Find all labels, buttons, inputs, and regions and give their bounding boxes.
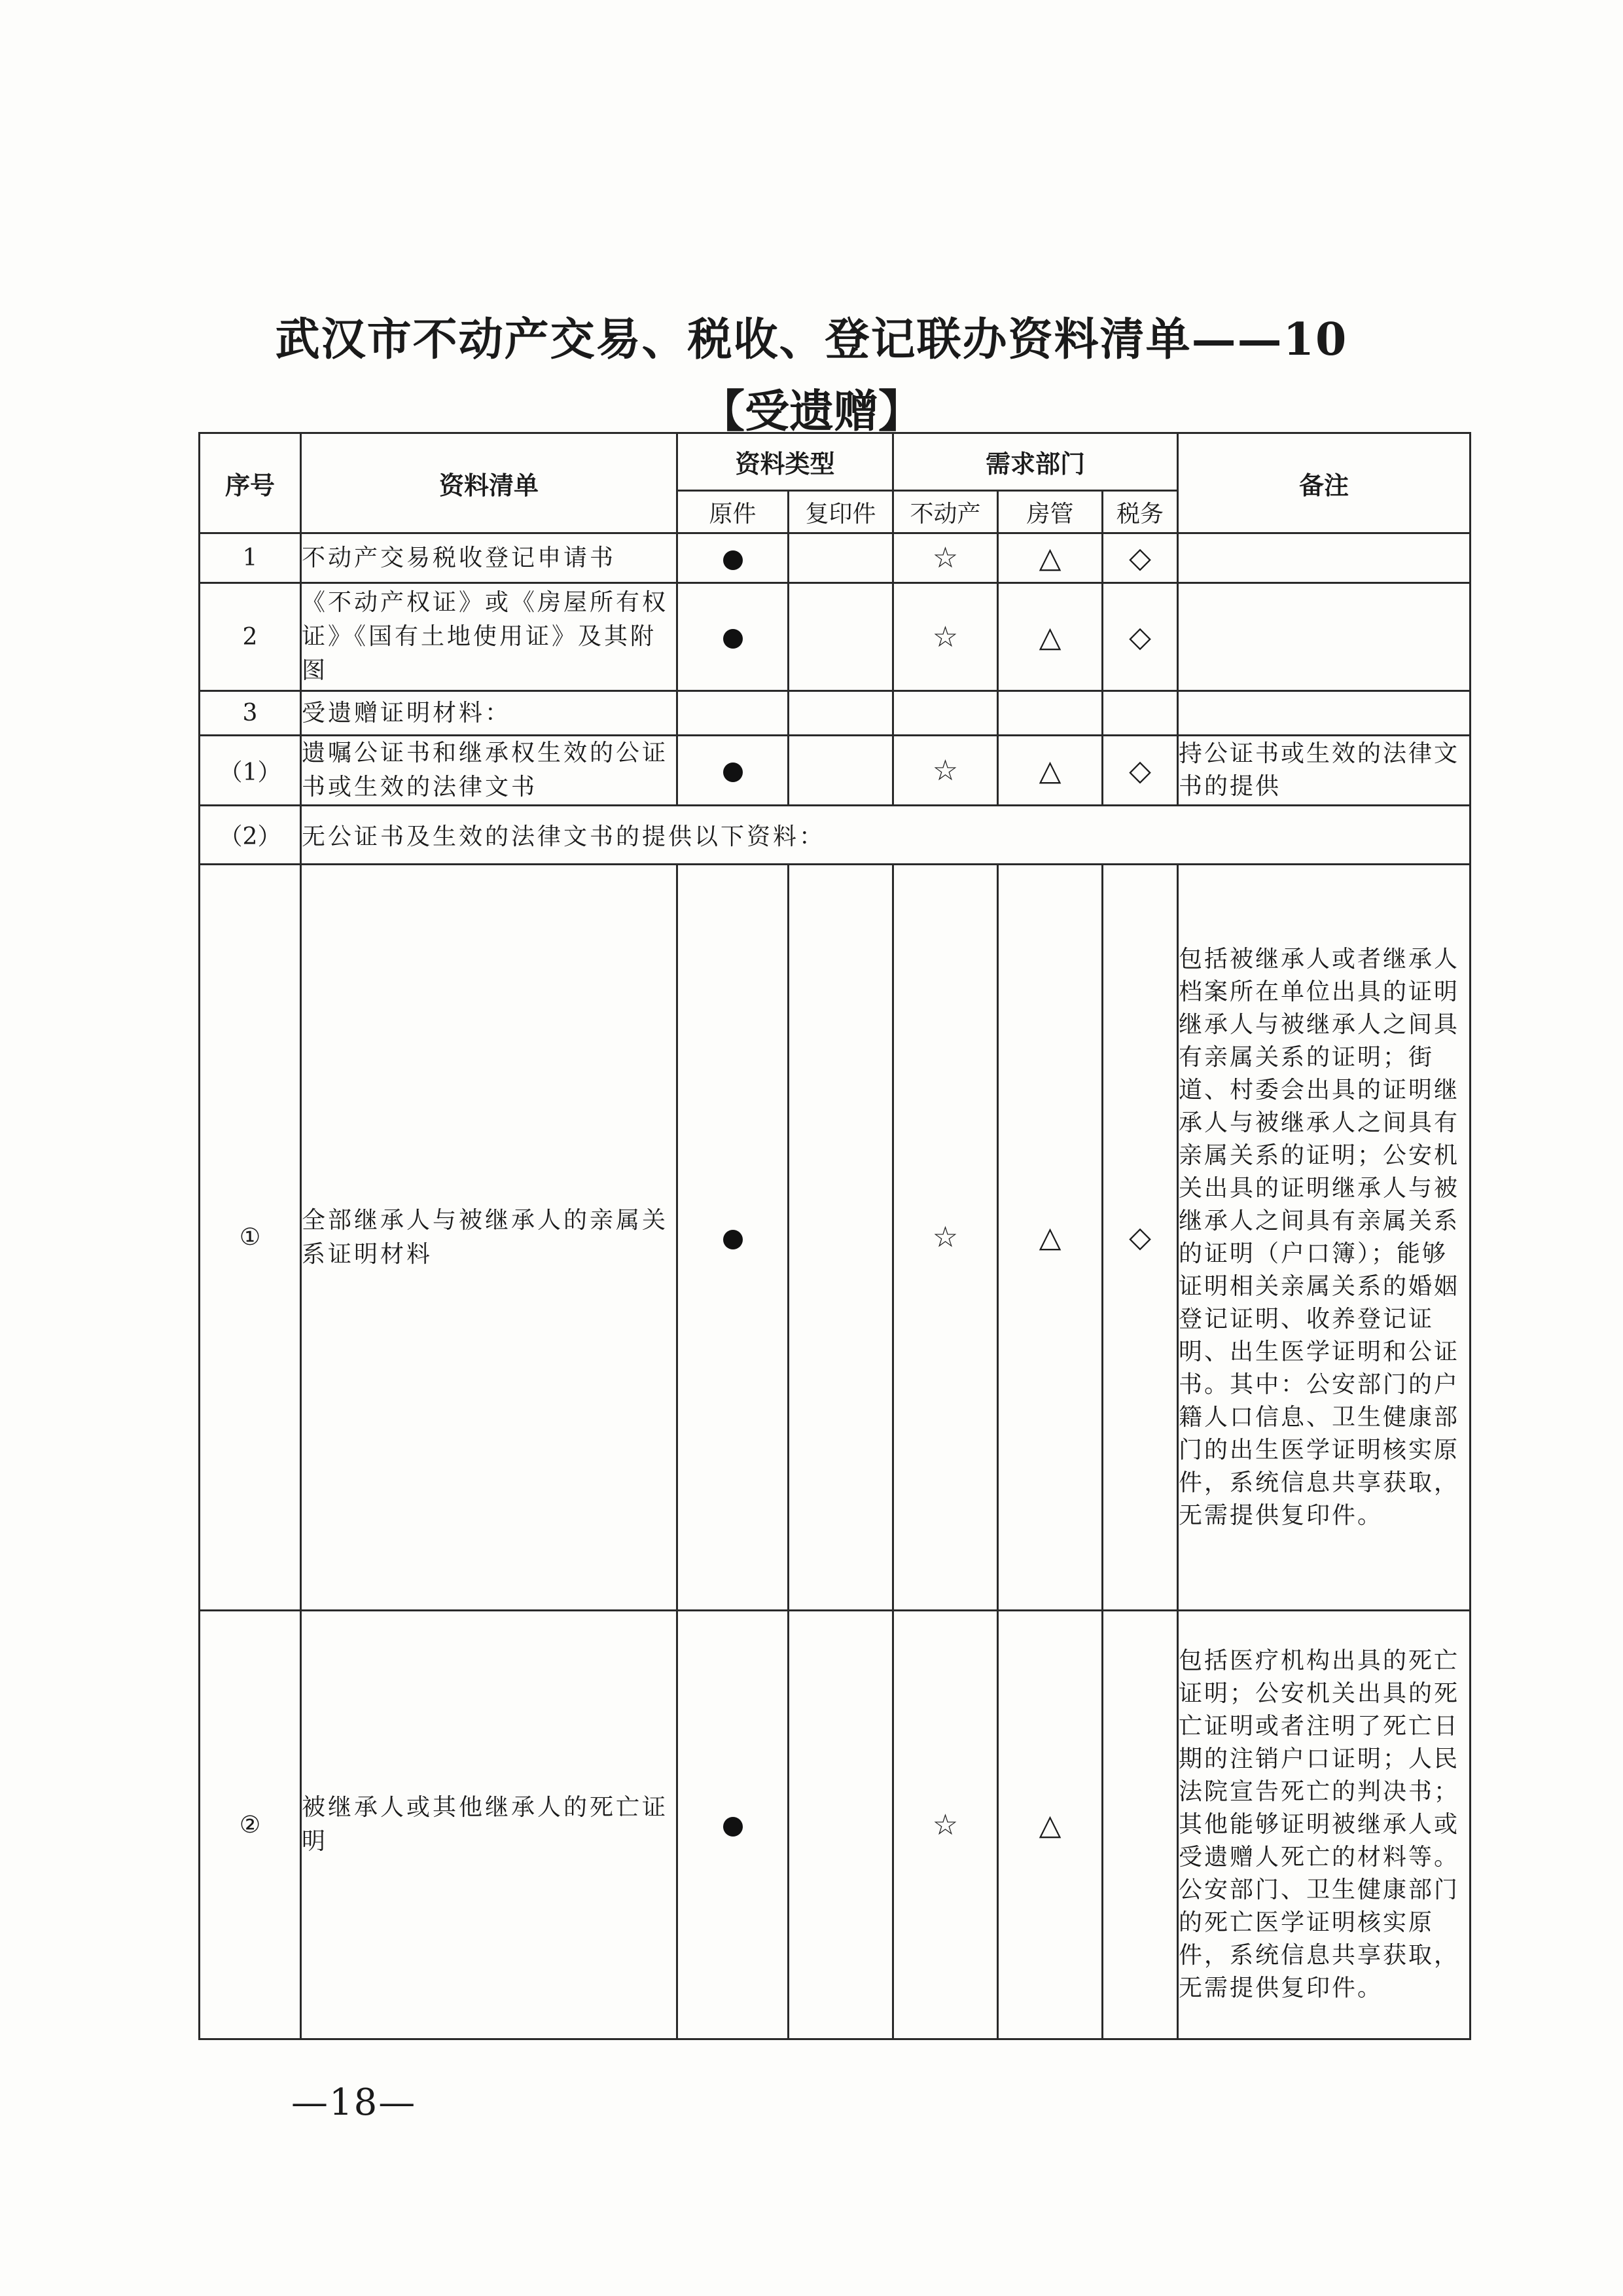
realestate-mark: ☆ [893, 865, 998, 1611]
tax-mark: ◇ [1103, 865, 1178, 1611]
tax-mark: ◇ [1103, 583, 1178, 691]
filled-dot-icon [723, 1817, 743, 1837]
table-row [200, 736, 1471, 806]
header-dept: 需求部门 [893, 433, 1178, 491]
row-seq: 3 [200, 691, 301, 736]
header-list: 资料清单 [301, 433, 677, 533]
header-original: 原件 [677, 491, 789, 533]
header-seq: 序号 [200, 433, 301, 533]
housing-mark: △ [998, 1611, 1103, 2039]
housing-mark: △ [998, 736, 1103, 806]
row-seq: 1 [200, 533, 301, 583]
row-name: 被继承人或其他继承人的死亡证明 [301, 1611, 677, 2039]
original-mark [677, 583, 789, 691]
row-name: 《不动产权证》或《房屋所有权证》《国有土地使用证》及其附图 [301, 583, 677, 691]
header-housing: 房管 [998, 491, 1103, 533]
housing-mark: △ [998, 533, 1103, 583]
table-row [200, 865, 1471, 1611]
original-mark [677, 736, 789, 806]
row-seq: 2 [200, 583, 301, 691]
row-seq: ② [200, 1611, 301, 2039]
table-row [200, 583, 1471, 691]
row-note: 持公证书或生效的法律文书的提供 [1178, 736, 1471, 806]
filled-dot-icon [723, 762, 743, 782]
original-mark [677, 865, 789, 1611]
row-seq: ① [200, 865, 301, 1611]
row-name: 遗嘱公证书和继承权生效的公证书或生效的法律文书 [301, 736, 677, 806]
row-note [1178, 533, 1471, 583]
filled-dot-icon [723, 550, 743, 570]
document-title: 武汉市不动产交易、税收、登记联办资料清单——10 [275, 314, 1348, 366]
header-copy: 复印件 [789, 491, 893, 533]
document-subtitle: 【受遗赠】 [700, 386, 923, 438]
tax-mark: ◇ [1103, 533, 1178, 583]
row-name: 受遗赠证明材料： [301, 691, 677, 736]
realestate-mark: ☆ [893, 1611, 998, 2039]
filled-dot-icon [723, 1230, 743, 1249]
table-row [200, 1611, 1471, 2039]
row-seq: （2） [200, 806, 301, 865]
row-note: 包括被继承人或者继承人档案所在单位出具的证明继承人与被继承人之间具有亲属关系的证明；街道、村委会出具的证明继承人与被继承人之间具有亲属关系的证明；公安机关出具的证明继承人与被继承人之间具有亲属关系的证明（户口簿）；能够证明相关亲属关系的婚姻登记证明、收养登记证明、出生医学证明和公证书。其中：公安部门的户籍人口信息、卫生健康部门的出生医学证明核实原件，系统信息共享获取，无需提供复印件。 [1178, 865, 1471, 1611]
filled-dot-icon [723, 629, 743, 649]
tax-mark: ◇ [1103, 736, 1178, 806]
realestate-mark: ☆ [893, 736, 998, 806]
housing-mark: △ [998, 583, 1103, 691]
header-note: 备注 [1178, 433, 1471, 533]
realestate-mark: ☆ [893, 533, 998, 583]
row-name: 无公证书及生效的法律文书的提供以下资料： [301, 806, 1471, 865]
page-number: —18— [291, 2081, 417, 2124]
original-mark [677, 533, 789, 583]
header-tax: 税务 [1103, 491, 1178, 533]
materials-table [198, 432, 1471, 2040]
realestate-mark: ☆ [893, 583, 998, 691]
row-note: 包括医疗机构出具的死亡证明；公安机关出具的死亡证明或者注明了死亡日期的注销户口证明；人民法院宣告死亡的判决书；其他能够证明被继承人或受遗赠人死亡的材料等。公安部门、卫生健康部门的死亡医学证明核实原件，系统信息共享获取，无需提供复印件。 [1178, 1611, 1471, 2039]
tax-mark [1103, 1611, 1178, 2039]
header-realestate: 不动产 [893, 491, 998, 533]
original-mark [677, 1611, 789, 2039]
row-note [1178, 583, 1471, 691]
row-name: 全部继承人与被继承人的亲属关系证明材料 [301, 865, 677, 1611]
table-row [200, 806, 1471, 865]
header-type: 资料类型 [677, 433, 893, 491]
housing-mark: △ [998, 865, 1103, 1611]
row-seq: （1） [200, 736, 301, 806]
row-name: 不动产交易税收登记申请书 [301, 533, 677, 583]
table-row [200, 691, 1471, 736]
table-row [200, 533, 1471, 583]
